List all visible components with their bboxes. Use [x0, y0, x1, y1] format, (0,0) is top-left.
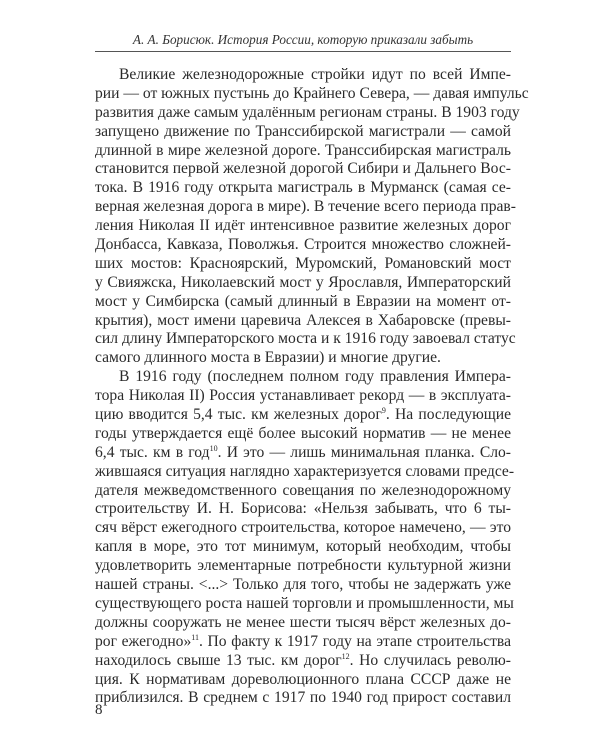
text-line: [95, 671, 511, 690]
text-segment: ция. К нормативам дореволюционного плана СССР даже не: [95, 670, 511, 688]
text-segment: строительству И. Н. Борисова: «Нельзя забывать, что 6 ты-: [95, 500, 511, 518]
text-line: [95, 482, 511, 501]
text-line: [95, 160, 511, 179]
text-line: [95, 500, 511, 519]
text-line: [95, 387, 511, 406]
text-segment: тока. В 1916 году открыта магистраль в Мурманск (самая се-: [95, 179, 511, 197]
footnote-ref: 11: [191, 632, 199, 642]
text-segment: удовлетворить элементарные потребности культурной жизни: [95, 557, 511, 575]
text-line: [95, 103, 520, 123]
text-segment: Великие железнодорожные стройки идут по всей Импе-: [119, 66, 511, 83]
text-segment: приблизился. В среднем с 1917 по 1940 год прирост составил: [95, 689, 511, 707]
text-segment: 6,4 тыс. км в год: [95, 443, 210, 461]
text-segment: развития даже самым удалённым регионам страны. В 1903 году: [95, 103, 520, 121]
text-segment: В 1916 году (последнем полном году правления Импера-: [119, 368, 511, 386]
footnote-ref: 10: [209, 443, 218, 453]
text-segment: капля в море, это тот минимум, который необходим, чтобы: [95, 538, 511, 556]
text-line: [95, 633, 511, 652]
header-rule: [95, 51, 511, 52]
text-segment: рии — от южных пустынь до Крайнего Севера, — давая импульс: [95, 84, 529, 102]
text-line: [95, 349, 511, 368]
text-line: [95, 576, 511, 595]
paragraph: [95, 368, 515, 708]
text-line: [95, 84, 529, 104]
text-segment: сил длину Императорского моста и к 1916 году завоевал статус: [95, 330, 516, 348]
body-text: [95, 66, 529, 708]
text-line: [95, 142, 511, 161]
text-segment: ления Николая II идёт интенсивное развитие железных дорог: [95, 217, 511, 235]
text-segment: верная железная дорога в мире). В течение всего периода прав-: [95, 198, 516, 216]
text-line: [95, 614, 511, 633]
text-segment: сяч вёрст ежегодного строительства, которое намечено, — это: [95, 519, 511, 537]
text-segment: тора Николая II) Россия устанавливает рекорд — в эксплуата-: [95, 387, 511, 405]
text-line: [95, 293, 511, 312]
text-line: [95, 444, 511, 463]
text-line: [95, 274, 511, 293]
text-segment: запущено движение по Транссибирской магистрали — самой: [95, 122, 511, 140]
text-segment: нашей страны. <...> Только для того, чтобы не задержать уже: [95, 576, 511, 594]
text-line: [95, 255, 511, 274]
text-segment: крытия), мост имени царевича Алексея в Хабаровске (превы-: [95, 311, 511, 329]
text-segment: годы утверждается ещё более высокий норматив — не менее: [95, 424, 511, 442]
text-line: [95, 689, 511, 708]
text-segment: ших мостов: Красноярский, Муромский, Романовский мост: [95, 254, 511, 272]
text-segment: рог ежегодно»: [95, 632, 192, 650]
text-segment: самого длинного моста в Евразии) и многие другие.: [95, 349, 441, 367]
text-segment: . На последующие: [385, 406, 511, 424]
footnote-ref: 9: [381, 406, 386, 416]
text-segment: длинной в мире железной дороге. Транссибирская магистраль: [95, 141, 511, 159]
text-line: [95, 123, 511, 142]
text-line: [95, 652, 511, 671]
text-line: [95, 368, 511, 387]
text-segment: у Свияжска, Николаевский мост у Ярославля, Императорский: [95, 273, 511, 291]
footnote-ref: 12: [341, 651, 350, 661]
text-line: [95, 594, 514, 614]
text-segment: существующего роста нашей торговли и промышленности, мы: [95, 594, 514, 612]
text-segment: . По факту к 1917 году на этапе строительства: [198, 632, 511, 650]
text-line: [95, 330, 516, 349]
text-line: [95, 236, 511, 255]
text-segment: . Но случилась револю-: [349, 651, 511, 669]
text-segment: мост у Симбирска (самый длинный в Евразии на момент от-: [95, 292, 511, 310]
text-line: [95, 179, 511, 198]
text-segment: цию вводится 5,4 тыс. км железных дорог: [95, 406, 382, 424]
running-header: А. А. Борисюк. История России, которую приказали забыть: [132, 32, 474, 47]
text-line: [95, 538, 511, 557]
text-line: [95, 519, 511, 538]
page-number: 8: [95, 702, 103, 718]
text-segment: находилось свыше 13 тыс. км дорог: [95, 651, 342, 669]
text-line: [95, 198, 516, 217]
text-segment: жившаяся ситуация наглядно характеризуется словами предсе-: [95, 462, 515, 480]
text-segment: становится первой железной дорогой Сибири и Дальнего Вос-: [95, 160, 511, 178]
text-segment: дателя межведомственного совещания по железнодорожному: [95, 481, 511, 499]
text-line: [95, 462, 515, 482]
text-line: [95, 425, 511, 444]
text-line: [95, 406, 511, 425]
text-segment: . И это — лишь минимальная планка. Сло-: [217, 443, 511, 461]
text-segment: Донбасса, Кавказа, Поволжья. Строится множество сложней-: [95, 236, 511, 254]
text-line: [95, 557, 511, 576]
text-line: [95, 312, 511, 331]
text-line: [95, 66, 511, 85]
text-segment: должны сооружать не менее шести тысяч вёрст железных до-: [95, 613, 511, 631]
paragraph: [95, 66, 529, 368]
text-line: [95, 217, 511, 236]
